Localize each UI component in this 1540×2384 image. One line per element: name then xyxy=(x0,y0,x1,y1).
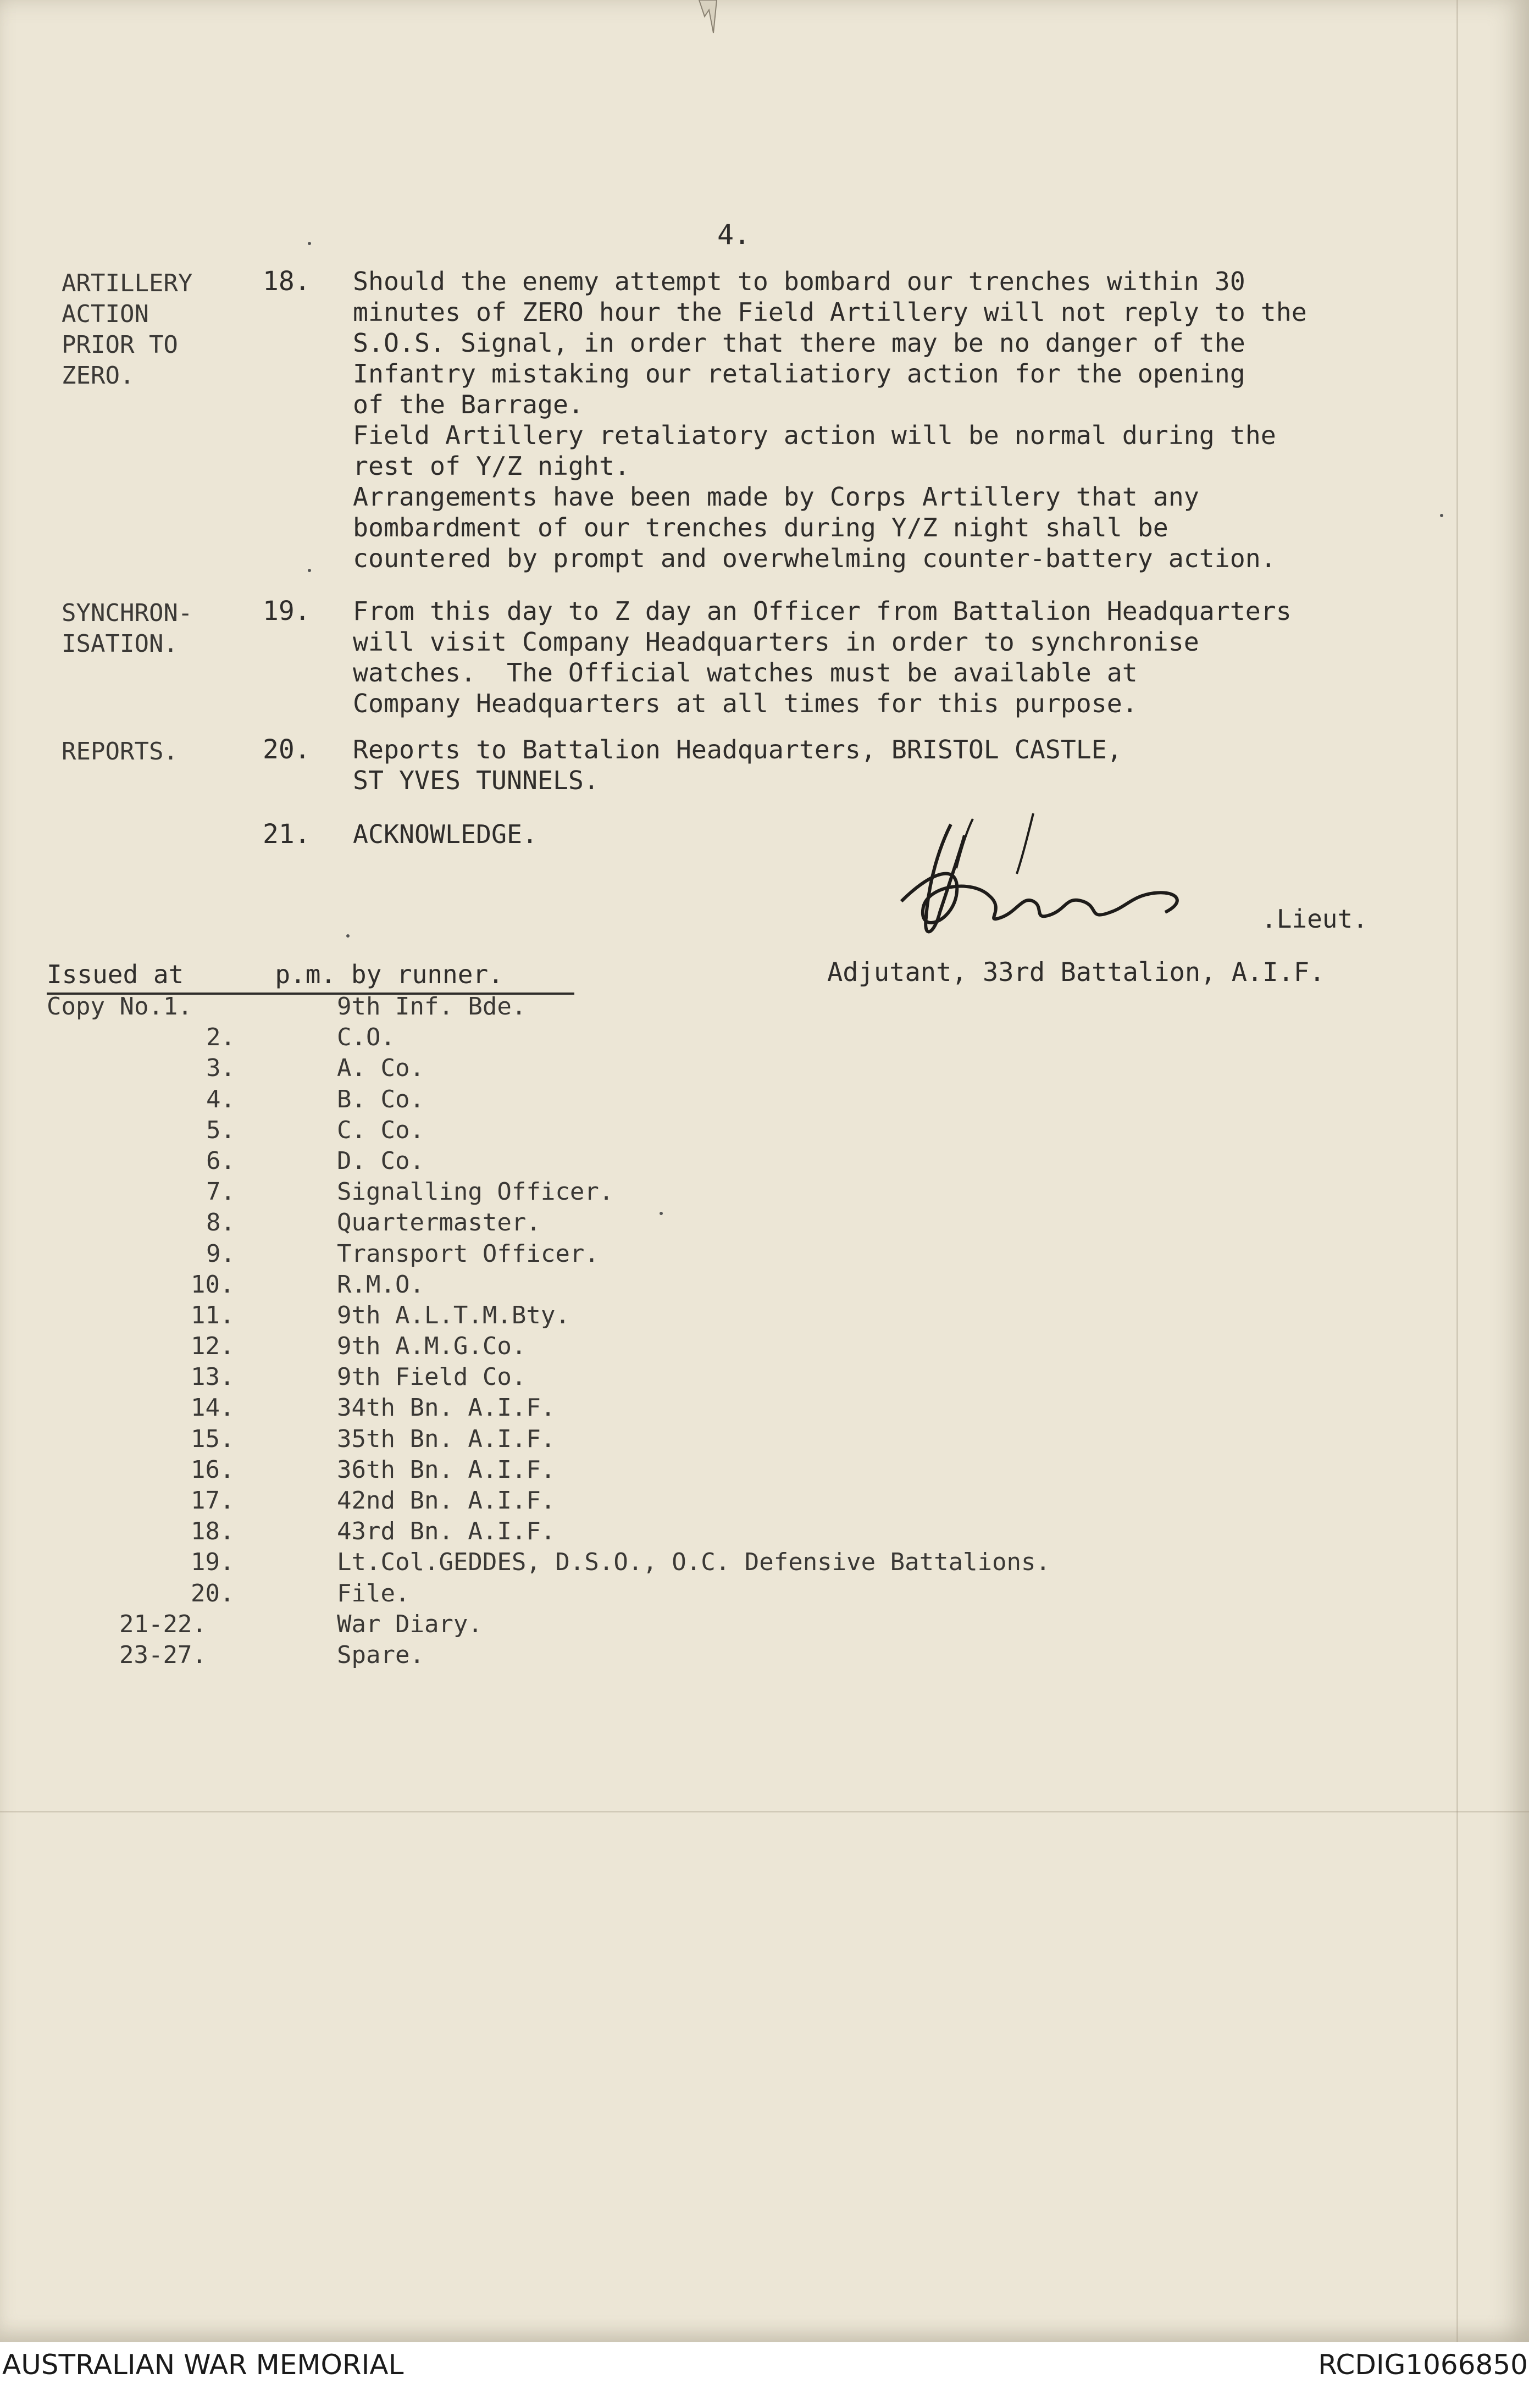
text-line: ST YVES TUNNELS. xyxy=(353,766,599,795)
recipient: Signalling Officer. xyxy=(337,1178,614,1206)
text-line: From this day to Z day an Officer from Battalion Headquarters xyxy=(353,596,1292,626)
recipient: A. Co. xyxy=(337,1054,424,1083)
distribution-row xyxy=(47,1271,1366,1301)
recipient: R.M.O. xyxy=(337,1270,424,1299)
recipient: Spare. xyxy=(337,1640,424,1669)
signatory-appointment: Adjutant, 33rd Battalion, A.I.F. xyxy=(827,957,1325,988)
paragraph-18-text xyxy=(353,266,1496,574)
copy-number: 16. xyxy=(191,1455,235,1484)
copy-number: 19. xyxy=(191,1548,235,1577)
distribution-row xyxy=(47,1425,1366,1456)
distribution-row xyxy=(47,1610,1366,1641)
text-line: rest of Y/Z night. xyxy=(353,451,630,481)
handwritten-signature xyxy=(868,813,1209,956)
copy-number: Copy No.1. xyxy=(47,993,192,1021)
distribution-row xyxy=(47,1178,1366,1208)
recipient: 43rd Bn. A.I.F. xyxy=(337,1517,556,1546)
copy-number: 12. xyxy=(191,1332,235,1361)
copy-number: 8. xyxy=(206,1208,235,1237)
copy-number: 11. xyxy=(191,1301,235,1329)
copy-number: 5. xyxy=(206,1116,235,1144)
copy-number: 14. xyxy=(191,1394,235,1422)
ink-speck xyxy=(346,934,350,938)
text-line: Field Artillery retaliatory action will be normal during the xyxy=(353,420,1276,450)
text-line: watches. The Official watches must be available at xyxy=(353,658,1138,688)
copy-number: 3. xyxy=(206,1054,235,1083)
text-line: countered by prompt and overwhelming counter-battery action. xyxy=(353,544,1276,573)
recipient: Lt.Col.GEDDES, D.S.O., O.C. Defensive Battalions. xyxy=(337,1548,1051,1577)
side-heading-reports: REPORTS. xyxy=(62,738,178,766)
paragraph-number-19: 19. xyxy=(263,596,311,627)
distribution-row xyxy=(47,1548,1366,1579)
distribution-row xyxy=(47,1240,1366,1271)
distribution-row xyxy=(47,1116,1366,1147)
recipient: 9th A.L.T.M.Bty. xyxy=(337,1301,570,1329)
recipient: 9th A.M.G.Co. xyxy=(337,1332,527,1361)
text-line: Company Headquarters at all times for this purpose. xyxy=(353,689,1138,718)
copy-number: 20. xyxy=(191,1579,235,1607)
footer-institution: AUSTRALIAN WAR MEMORIAL xyxy=(2,2349,404,2381)
distribution-row xyxy=(47,1332,1366,1363)
signatory-rank: .Lieut. xyxy=(1261,904,1368,934)
recipient: 35th Bn. A.I.F. xyxy=(337,1424,556,1453)
distribution-row xyxy=(47,1487,1366,1517)
recipient: File. xyxy=(337,1579,410,1607)
recipient: 9th Inf. Bde. xyxy=(337,993,527,1021)
recipient: Transport Officer. xyxy=(337,1239,599,1268)
distribution-row xyxy=(47,1208,1366,1239)
copy-number: 6. xyxy=(206,1146,235,1175)
copy-number: 13. xyxy=(191,1363,235,1391)
copy-number: 18. xyxy=(191,1517,235,1546)
copy-number: 4. xyxy=(206,1085,235,1113)
text-line: Should the enemy attempt to bombard our trenches within 30 xyxy=(353,267,1245,296)
fold-crease-horizontal xyxy=(0,1811,1529,1812)
distribution-row xyxy=(47,1147,1366,1178)
distribution-row xyxy=(47,993,1366,1023)
copy-number: 21-22. xyxy=(119,1610,207,1638)
ink-speck xyxy=(308,242,311,245)
paragraph-number-20: 20. xyxy=(263,734,311,765)
text-line: minutes of ZERO hour the Field Artillery will not reply to the xyxy=(353,297,1307,327)
distribution-row xyxy=(47,1394,1366,1424)
distribution-row xyxy=(47,1085,1366,1116)
recipient: 9th Field Co. xyxy=(337,1363,527,1391)
recipient: C.O. xyxy=(337,1023,395,1052)
distribution-row xyxy=(47,1579,1366,1610)
recipient: 42nd Bn. A.I.F. xyxy=(337,1487,556,1515)
copy-number: 17. xyxy=(191,1487,235,1515)
ink-speck xyxy=(660,1212,663,1215)
copy-number: 10. xyxy=(191,1270,235,1299)
recipient: C. Co. xyxy=(337,1116,424,1144)
distribution-row xyxy=(47,1363,1366,1394)
copy-number: 15. xyxy=(191,1424,235,1453)
copy-number: 2. xyxy=(206,1023,235,1052)
distribution-row xyxy=(47,1456,1366,1487)
ink-speck xyxy=(1440,514,1443,517)
recipient: War Diary. xyxy=(337,1610,483,1638)
text-line: Infantry mistaking our retaliatiory action for the opening xyxy=(353,359,1245,389)
distribution-row xyxy=(47,1301,1366,1332)
text-line: S.O.S. Signal, in order that there may be no danger of the xyxy=(353,328,1245,358)
text-line: of the Barrage. xyxy=(353,390,584,419)
copy-number: 7. xyxy=(206,1178,235,1206)
recipient: Quartermaster. xyxy=(337,1208,541,1237)
text-line: bombardment of our trenches during Y/Z night shall be xyxy=(353,513,1168,542)
paragraph-19-text xyxy=(353,596,1496,719)
distribution-row xyxy=(47,1023,1366,1054)
distribution-row xyxy=(47,1517,1366,1548)
distribution-row xyxy=(47,1054,1366,1085)
text-line: will visit Company Headquarters in order to synchronise xyxy=(353,627,1199,657)
side-heading-artillery: ARTILLERY ACTION PRIOR TO ZERO. xyxy=(62,269,193,390)
archive-footer xyxy=(0,2342,1540,2384)
recipient: 34th Bn. A.I.F. xyxy=(337,1394,556,1422)
copy-number: 23-27. xyxy=(119,1640,207,1669)
ink-speck xyxy=(308,569,311,572)
recipient: B. Co. xyxy=(337,1085,424,1113)
recipient: 36th Bn. A.I.F. xyxy=(337,1455,556,1484)
copy-number: 9. xyxy=(206,1239,235,1268)
paragraph-number-18: 18. xyxy=(263,266,311,297)
text-line: ACKNOWLEDGE. xyxy=(353,819,538,849)
footer-record-id: RCDIG1066850 xyxy=(1318,2349,1528,2381)
recipient: D. Co. xyxy=(337,1146,424,1175)
staple-tear-mark xyxy=(697,0,719,38)
distribution-row xyxy=(47,1641,1366,1672)
issued-line: Issued at p.m. by runner. xyxy=(47,960,503,989)
paragraph-20-text xyxy=(353,734,1496,796)
side-heading-synchronisation: SYNCHRON- ISATION. xyxy=(62,599,193,658)
page-number: 4. xyxy=(717,219,751,251)
text-line: Reports to Battalion Headquarters, BRISTOL CASTLE, xyxy=(353,735,1122,764)
paragraph-number-21: 21. xyxy=(263,819,311,850)
distribution-list xyxy=(47,993,1366,1672)
text-line: Arrangements have been made by Corps Artillery that any xyxy=(353,482,1199,512)
